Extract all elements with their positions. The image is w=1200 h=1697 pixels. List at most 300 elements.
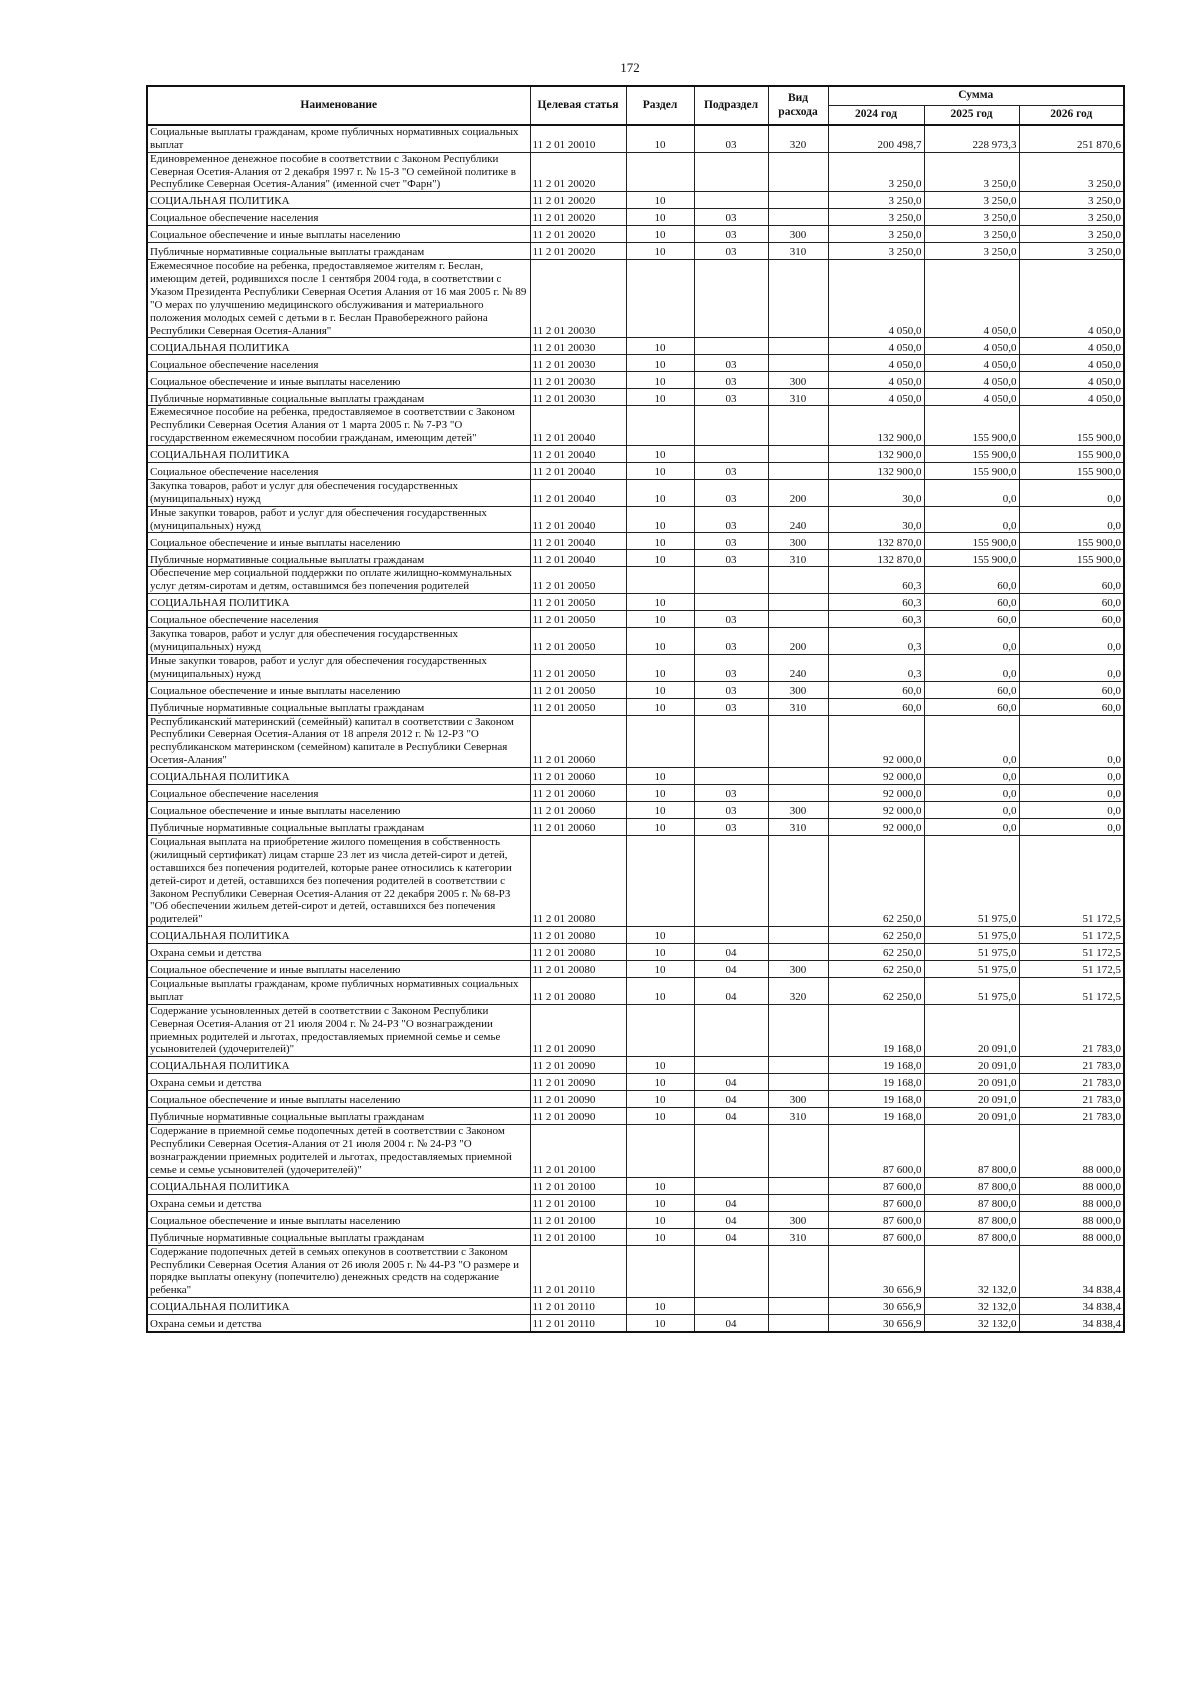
cell-2024: 60,3 [828, 611, 924, 628]
cell-section: 10 [626, 1194, 694, 1211]
cell-target: 11 2 01 20090 [530, 1004, 626, 1056]
cell-target: 11 2 01 20030 [530, 355, 626, 372]
cell-name: СОЦИАЛЬНАЯ ПОЛИТИКА [147, 446, 530, 463]
cell-2025: 3 250,0 [924, 192, 1019, 209]
header-subsection: Подраздел [694, 86, 768, 125]
cell-2026: 88 000,0 [1019, 1125, 1124, 1177]
cell-section: 10 [626, 1211, 694, 1228]
cell-target: 11 2 01 20020 [530, 209, 626, 226]
header-target: Целевая статья [530, 86, 626, 125]
cell-2024: 4 050,0 [828, 355, 924, 372]
header-sum: Сумма [828, 86, 1124, 105]
table-row [147, 1108, 1124, 1125]
cell-2026: 51 172,5 [1019, 978, 1124, 1005]
cell-2024: 60,3 [828, 594, 924, 611]
cell-2026: 3 250,0 [1019, 209, 1124, 226]
cell-target: 11 2 01 20080 [530, 961, 626, 978]
cell-name: Ежемесячное пособие на ребенка, предоставляемое жителям г. Беслан, имеющим детей, родившихся после 1 сентября 2004 года, в соответствии с Указом Президента Республики Северная Осетия Алания от 16 мая 2005 г. № 89 "О мерах по улучшению медицинского обслуживания и материального положения молодых семей с детьми в г. Беслан Правобережного района Республики Северная Осетия-Алания" [147, 260, 530, 338]
cell-name: Социальное обеспечение и иные выплаты населению [147, 681, 530, 698]
table-row [147, 533, 1124, 550]
cell-target: 11 2 01 20040 [530, 446, 626, 463]
cell-2024: 0,3 [828, 628, 924, 655]
cell-expense-type [768, 260, 828, 338]
cell-2024: 3 250,0 [828, 209, 924, 226]
cell-2024: 19 168,0 [828, 1108, 924, 1125]
cell-subsection: 04 [694, 1228, 768, 1245]
cell-2026: 34 838,4 [1019, 1245, 1124, 1297]
cell-2026: 3 250,0 [1019, 226, 1124, 243]
cell-2025: 51 975,0 [924, 978, 1019, 1005]
table-row [147, 446, 1124, 463]
cell-name: Социальная выплата на приобретение жилого помещения в собственность (жилищный сертификат) лицам старше 23 лет из числа детей-сирот и детей, оставшихся без попечения родителей, которые ранее относились к категории детей-сирот и детей, оставшихся без попечения родителей в соответствии с Законом Республики Северная Осетия-Алания от 22 декабря 2005 г. № 68-РЗ "Об обеспечении жильем детей-сирот и детей, оставшихся без попечения родителей" [147, 836, 530, 927]
cell-2025: 4 050,0 [924, 372, 1019, 389]
cell-name: Закупка товаров, работ и услуг для обеспечения государственных (муниципальных) нужд [147, 628, 530, 655]
cell-2024: 132 870,0 [828, 533, 924, 550]
cell-subsection: 04 [694, 978, 768, 1005]
table-row [147, 944, 1124, 961]
cell-subsection [694, 1298, 768, 1315]
cell-expense-type [768, 567, 828, 594]
cell-2024: 30 656,9 [828, 1245, 924, 1297]
cell-subsection: 03 [694, 209, 768, 226]
table-row [147, 209, 1124, 226]
cell-subsection: 03 [694, 698, 768, 715]
cell-2025: 51 975,0 [924, 836, 1019, 927]
cell-2026: 4 050,0 [1019, 355, 1124, 372]
cell-2024: 3 250,0 [828, 243, 924, 260]
cell-name: Ежемесячное пособие на ребенка, предоставляемое в соответствии с Законом Республики Северная Осетия Алания от 1 марта 2005 г. № 7-РЗ "О государственном ежемесячном пособии гражданам, имеющим детей" [147, 406, 530, 446]
cell-expense-type [768, 768, 828, 785]
cell-expense-type: 240 [768, 506, 828, 533]
cell-subsection [694, 567, 768, 594]
cell-name: Иные закупки товаров, работ и услуг для обеспечения государственных (муниципальных) нужд [147, 506, 530, 533]
table-row [147, 785, 1124, 802]
cell-2026: 0,0 [1019, 628, 1124, 655]
cell-name: Публичные нормативные социальные выплаты гражданам [147, 243, 530, 260]
cell-section: 10 [626, 927, 694, 944]
table-row [147, 628, 1124, 655]
cell-2025: 20 091,0 [924, 1057, 1019, 1074]
cell-2025: 60,0 [924, 681, 1019, 698]
cell-target: 11 2 01 20050 [530, 698, 626, 715]
cell-2024: 4 050,0 [828, 338, 924, 355]
cell-2026: 251 870,6 [1019, 125, 1124, 152]
cell-2024: 30,0 [828, 480, 924, 507]
cell-2025: 60,0 [924, 698, 1019, 715]
cell-expense-type [768, 192, 828, 209]
cell-expense-type [768, 944, 828, 961]
cell-subsection [694, 338, 768, 355]
cell-2025: 60,0 [924, 567, 1019, 594]
cell-section: 10 [626, 1108, 694, 1125]
table-row [147, 768, 1124, 785]
cell-2026: 155 900,0 [1019, 446, 1124, 463]
cell-2026: 3 250,0 [1019, 192, 1124, 209]
cell-expense-type: 310 [768, 1228, 828, 1245]
cell-name: Охрана семьи и детства [147, 1074, 530, 1091]
cell-section: 10 [626, 192, 694, 209]
cell-target: 11 2 01 20090 [530, 1108, 626, 1125]
cell-2024: 62 250,0 [828, 978, 924, 1005]
cell-expense-type [768, 611, 828, 628]
cell-2024: 92 000,0 [828, 802, 924, 819]
table-row [147, 372, 1124, 389]
cell-target: 11 2 01 20020 [530, 226, 626, 243]
cell-subsection: 04 [694, 1091, 768, 1108]
cell-subsection [694, 1125, 768, 1177]
cell-section: 10 [626, 785, 694, 802]
cell-section: 10 [626, 1177, 694, 1194]
cell-expense-type [768, 1057, 828, 1074]
cell-name: Социальное обеспечение населения [147, 209, 530, 226]
cell-2025: 155 900,0 [924, 446, 1019, 463]
cell-target: 11 2 01 20020 [530, 152, 626, 192]
cell-2026: 4 050,0 [1019, 338, 1124, 355]
cell-2026: 155 900,0 [1019, 406, 1124, 446]
cell-section: 10 [626, 768, 694, 785]
cell-2024: 19 168,0 [828, 1057, 924, 1074]
cell-2026: 21 783,0 [1019, 1108, 1124, 1125]
cell-name: Охрана семьи и детства [147, 1194, 530, 1211]
cell-target: 11 2 01 20080 [530, 978, 626, 1005]
cell-expense-type [768, 463, 828, 480]
cell-2025: 3 250,0 [924, 226, 1019, 243]
table-row [147, 506, 1124, 533]
cell-subsection: 03 [694, 463, 768, 480]
cell-2024: 200 498,7 [828, 125, 924, 152]
table-row [147, 550, 1124, 567]
table-row [147, 463, 1124, 480]
cell-2024: 19 168,0 [828, 1091, 924, 1108]
cell-target: 11 2 01 20100 [530, 1211, 626, 1228]
cell-name: Социальные выплаты гражданам, кроме публичных нормативных социальных выплат [147, 125, 530, 152]
cell-2025: 0,0 [924, 715, 1019, 767]
cell-subsection: 03 [694, 480, 768, 507]
cell-2024: 19 168,0 [828, 1004, 924, 1056]
cell-expense-type: 200 [768, 628, 828, 655]
cell-subsection: 03 [694, 389, 768, 406]
cell-2026: 0,0 [1019, 506, 1124, 533]
cell-target: 11 2 01 20040 [530, 533, 626, 550]
cell-2025: 87 800,0 [924, 1228, 1019, 1245]
cell-subsection [694, 406, 768, 446]
cell-2026: 0,0 [1019, 715, 1124, 767]
budget-table [146, 85, 1125, 1333]
table-row [147, 1177, 1124, 1194]
cell-subsection [694, 594, 768, 611]
cell-2024: 92 000,0 [828, 715, 924, 767]
cell-section: 10 [626, 961, 694, 978]
cell-2024: 132 900,0 [828, 446, 924, 463]
cell-name: Социальное обеспечение и иные выплаты населению [147, 1211, 530, 1228]
cell-2025: 32 132,0 [924, 1315, 1019, 1333]
cell-name: СОЦИАЛЬНАЯ ПОЛИТИКА [147, 927, 530, 944]
cell-2024: 30,0 [828, 506, 924, 533]
cell-2024: 3 250,0 [828, 226, 924, 243]
cell-2024: 3 250,0 [828, 152, 924, 192]
cell-target: 11 2 01 20050 [530, 594, 626, 611]
page-number: 172 [620, 60, 640, 75]
header-name: Наименование [147, 86, 530, 125]
cell-expense-type [768, 1315, 828, 1333]
cell-section: 10 [626, 628, 694, 655]
cell-name: Содержание усыновленных детей в соответствии с Законом Республики Северная Осетия-Алания от 21 июля 2004 г. № 24-РЗ "О вознаграждении приемных родителей и льготах, предоставляемых приемной семье и семье усыновителей (удочерителей)" [147, 1004, 530, 1056]
cell-name: Закупка товаров, работ и услуг для обеспечения государственных (муниципальных) нужд [147, 480, 530, 507]
cell-expense-type: 200 [768, 480, 828, 507]
cell-2026: 88 000,0 [1019, 1228, 1124, 1245]
table-row [147, 152, 1124, 192]
cell-target: 11 2 01 20100 [530, 1228, 626, 1245]
cell-target: 11 2 01 20090 [530, 1057, 626, 1074]
cell-expense-type: 300 [768, 372, 828, 389]
cell-target: 11 2 01 20110 [530, 1298, 626, 1315]
header-expense-type: Вид расхода [768, 86, 828, 125]
cell-2024: 87 600,0 [828, 1125, 924, 1177]
cell-section: 10 [626, 681, 694, 698]
cell-target: 11 2 01 20040 [530, 506, 626, 533]
cell-expense-type [768, 836, 828, 927]
cell-expense-type [768, 1245, 828, 1297]
cell-2025: 155 900,0 [924, 406, 1019, 446]
cell-section: 10 [626, 243, 694, 260]
cell-2025: 4 050,0 [924, 389, 1019, 406]
cell-2024: 4 050,0 [828, 389, 924, 406]
cell-expense-type [768, 152, 828, 192]
cell-section [626, 715, 694, 767]
cell-2024: 87 600,0 [828, 1194, 924, 1211]
cell-subsection: 03 [694, 355, 768, 372]
cell-name: Социальное обеспечение населения [147, 785, 530, 802]
cell-2026: 0,0 [1019, 480, 1124, 507]
table-row [147, 611, 1124, 628]
cell-section [626, 1245, 694, 1297]
table-row [147, 715, 1124, 767]
cell-2026: 60,0 [1019, 594, 1124, 611]
cell-expense-type [768, 1177, 828, 1194]
table-row [147, 698, 1124, 715]
table-body [147, 125, 1124, 1332]
cell-subsection: 03 [694, 226, 768, 243]
cell-target: 11 2 01 20050 [530, 611, 626, 628]
table-header [147, 86, 1124, 125]
cell-2026: 0,0 [1019, 802, 1124, 819]
cell-subsection: 03 [694, 819, 768, 836]
cell-name: СОЦИАЛЬНАЯ ПОЛИТИКА [147, 768, 530, 785]
cell-name: Публичные нормативные социальные выплаты гражданам [147, 1108, 530, 1125]
cell-subsection [694, 152, 768, 192]
cell-name: Содержание в приемной семье подопечных детей в соответствии с Законом Республики Северная Осетия-Алания от 21 июля 2004 г. № 24-РЗ "О вознаграждении приемных родителей и льготах, предоставляемых приемной семье и семье усыновителей (удочерителей)" [147, 1125, 530, 1177]
cell-name: Социальное обеспечение населения [147, 463, 530, 480]
cell-2026: 155 900,0 [1019, 533, 1124, 550]
cell-subsection [694, 1004, 768, 1056]
cell-2026: 60,0 [1019, 611, 1124, 628]
cell-expense-type [768, 1298, 828, 1315]
cell-subsection [694, 1057, 768, 1074]
table-row [147, 802, 1124, 819]
cell-2024: 19 168,0 [828, 1074, 924, 1091]
cell-2026: 88 000,0 [1019, 1177, 1124, 1194]
cell-section [626, 406, 694, 446]
table-row [147, 961, 1124, 978]
cell-2025: 20 091,0 [924, 1108, 1019, 1125]
cell-subsection [694, 446, 768, 463]
table-row [147, 1211, 1124, 1228]
table-row [147, 338, 1124, 355]
cell-subsection: 03 [694, 611, 768, 628]
cell-name: СОЦИАЛЬНАЯ ПОЛИТИКА [147, 1177, 530, 1194]
cell-section: 10 [626, 506, 694, 533]
table-row [147, 681, 1124, 698]
cell-section: 10 [626, 463, 694, 480]
cell-2025: 228 973,3 [924, 125, 1019, 152]
cell-subsection: 04 [694, 1194, 768, 1211]
cell-section: 10 [626, 802, 694, 819]
cell-name: Социальное обеспечение и иные выплаты населению [147, 226, 530, 243]
cell-2026: 34 838,4 [1019, 1298, 1124, 1315]
table-row [147, 1228, 1124, 1245]
cell-section [626, 1125, 694, 1177]
cell-subsection: 04 [694, 1315, 768, 1333]
cell-subsection: 03 [694, 802, 768, 819]
table-row [147, 1125, 1124, 1177]
cell-2026: 155 900,0 [1019, 550, 1124, 567]
cell-expense-type [768, 785, 828, 802]
cell-subsection: 03 [694, 372, 768, 389]
cell-name: Единовременное денежное пособие в соответствии с Законом Республики Северная Осетия-Алания от 2 декабря 1997 г. № 15-З "О семейной политике в Республике Северная Осетия-Алания" (именной счет "Фарн") [147, 152, 530, 192]
cell-subsection: 03 [694, 533, 768, 550]
table-row [147, 1298, 1124, 1315]
header-year-2024: 2024 год [828, 105, 924, 125]
cell-target: 11 2 01 20030 [530, 372, 626, 389]
cell-2024: 62 250,0 [828, 944, 924, 961]
cell-2025: 4 050,0 [924, 355, 1019, 372]
cell-expense-type: 240 [768, 654, 828, 681]
cell-2025: 60,0 [924, 594, 1019, 611]
cell-2024: 3 250,0 [828, 192, 924, 209]
cell-subsection [694, 836, 768, 927]
cell-target: 11 2 01 20090 [530, 1074, 626, 1091]
cell-section [626, 1004, 694, 1056]
cell-expense-type [768, 1074, 828, 1091]
cell-2025: 4 050,0 [924, 260, 1019, 338]
cell-section: 10 [626, 533, 694, 550]
cell-name: СОЦИАЛЬНАЯ ПОЛИТИКА [147, 192, 530, 209]
cell-subsection: 03 [694, 654, 768, 681]
table-row [147, 1004, 1124, 1056]
cell-subsection: 03 [694, 125, 768, 152]
cell-section: 10 [626, 125, 694, 152]
cell-name: Социальное обеспечение населения [147, 611, 530, 628]
table-row [147, 927, 1124, 944]
cell-target: 11 2 01 20060 [530, 785, 626, 802]
cell-2026: 60,0 [1019, 698, 1124, 715]
cell-2025: 3 250,0 [924, 152, 1019, 192]
cell-subsection [694, 715, 768, 767]
table-row [147, 406, 1124, 446]
table-row [147, 355, 1124, 372]
cell-expense-type [768, 594, 828, 611]
cell-subsection: 03 [694, 243, 768, 260]
cell-subsection [694, 927, 768, 944]
table-row [147, 1315, 1124, 1333]
table-row [147, 1194, 1124, 1211]
cell-subsection: 04 [694, 1211, 768, 1228]
cell-target: 11 2 01 20030 [530, 389, 626, 406]
table-row [147, 1074, 1124, 1091]
cell-2026: 4 050,0 [1019, 372, 1124, 389]
cell-name: СОЦИАЛЬНАЯ ПОЛИТИКА [147, 594, 530, 611]
cell-name: СОЦИАЛЬНАЯ ПОЛИТИКА [147, 338, 530, 355]
cell-name: Социальные выплаты гражданам, кроме публичных нормативных социальных выплат [147, 978, 530, 1005]
cell-section: 10 [626, 209, 694, 226]
cell-2024: 0,3 [828, 654, 924, 681]
cell-subsection: 04 [694, 1108, 768, 1125]
cell-subsection: 03 [694, 785, 768, 802]
cell-expense-type [768, 338, 828, 355]
cell-2025: 20 091,0 [924, 1091, 1019, 1108]
cell-2024: 60,3 [828, 567, 924, 594]
cell-2026: 21 783,0 [1019, 1091, 1124, 1108]
cell-expense-type: 320 [768, 125, 828, 152]
cell-section: 10 [626, 355, 694, 372]
cell-2024: 30 656,9 [828, 1315, 924, 1333]
cell-expense-type: 310 [768, 389, 828, 406]
cell-2025: 60,0 [924, 611, 1019, 628]
cell-2024: 92 000,0 [828, 768, 924, 785]
cell-2025: 20 091,0 [924, 1004, 1019, 1056]
cell-2026: 0,0 [1019, 768, 1124, 785]
cell-name: Социальное обеспечение и иные выплаты населению [147, 533, 530, 550]
table-row [147, 1091, 1124, 1108]
cell-section: 10 [626, 1315, 694, 1333]
header-year-2025: 2025 год [924, 105, 1019, 125]
cell-section: 10 [626, 944, 694, 961]
cell-2026: 3 250,0 [1019, 243, 1124, 260]
cell-target: 11 2 01 20020 [530, 192, 626, 209]
cell-target: 11 2 01 20060 [530, 802, 626, 819]
cell-expense-type: 310 [768, 550, 828, 567]
cell-name: Обеспечение мер социальной поддержки по оплате жилищно-коммунальных услуг детям-сиротам и детям, оставшимся без попечения родителей [147, 567, 530, 594]
cell-2026: 0,0 [1019, 785, 1124, 802]
cell-name: Публичные нормативные социальные выплаты гражданам [147, 1228, 530, 1245]
cell-2025: 87 800,0 [924, 1194, 1019, 1211]
cell-2024: 62 250,0 [828, 836, 924, 927]
cell-target: 11 2 01 20090 [530, 1091, 626, 1108]
cell-2025: 51 975,0 [924, 961, 1019, 978]
cell-name: Иные закупки товаров, работ и услуг для обеспечения государственных (муниципальных) нужд [147, 654, 530, 681]
cell-2026: 21 783,0 [1019, 1004, 1124, 1056]
cell-target: 11 2 01 20010 [530, 125, 626, 152]
cell-name: Публичные нормативные социальные выплаты гражданам [147, 550, 530, 567]
cell-2026: 51 172,5 [1019, 961, 1124, 978]
cell-expense-type [768, 406, 828, 446]
cell-subsection [694, 260, 768, 338]
cell-target: 11 2 01 20080 [530, 944, 626, 961]
cell-expense-type: 310 [768, 819, 828, 836]
table-row [147, 1245, 1124, 1297]
cell-2024: 60,0 [828, 698, 924, 715]
cell-target: 11 2 01 20110 [530, 1245, 626, 1297]
cell-name: Публичные нормативные социальные выплаты гражданам [147, 698, 530, 715]
cell-expense-type: 300 [768, 533, 828, 550]
cell-2026: 155 900,0 [1019, 463, 1124, 480]
cell-target: 11 2 01 20040 [530, 550, 626, 567]
cell-2025: 0,0 [924, 628, 1019, 655]
cell-name: Публичные нормативные социальные выплаты гражданам [147, 389, 530, 406]
cell-2025: 3 250,0 [924, 243, 1019, 260]
table-row [147, 836, 1124, 927]
cell-2024: 30 656,9 [828, 1298, 924, 1315]
